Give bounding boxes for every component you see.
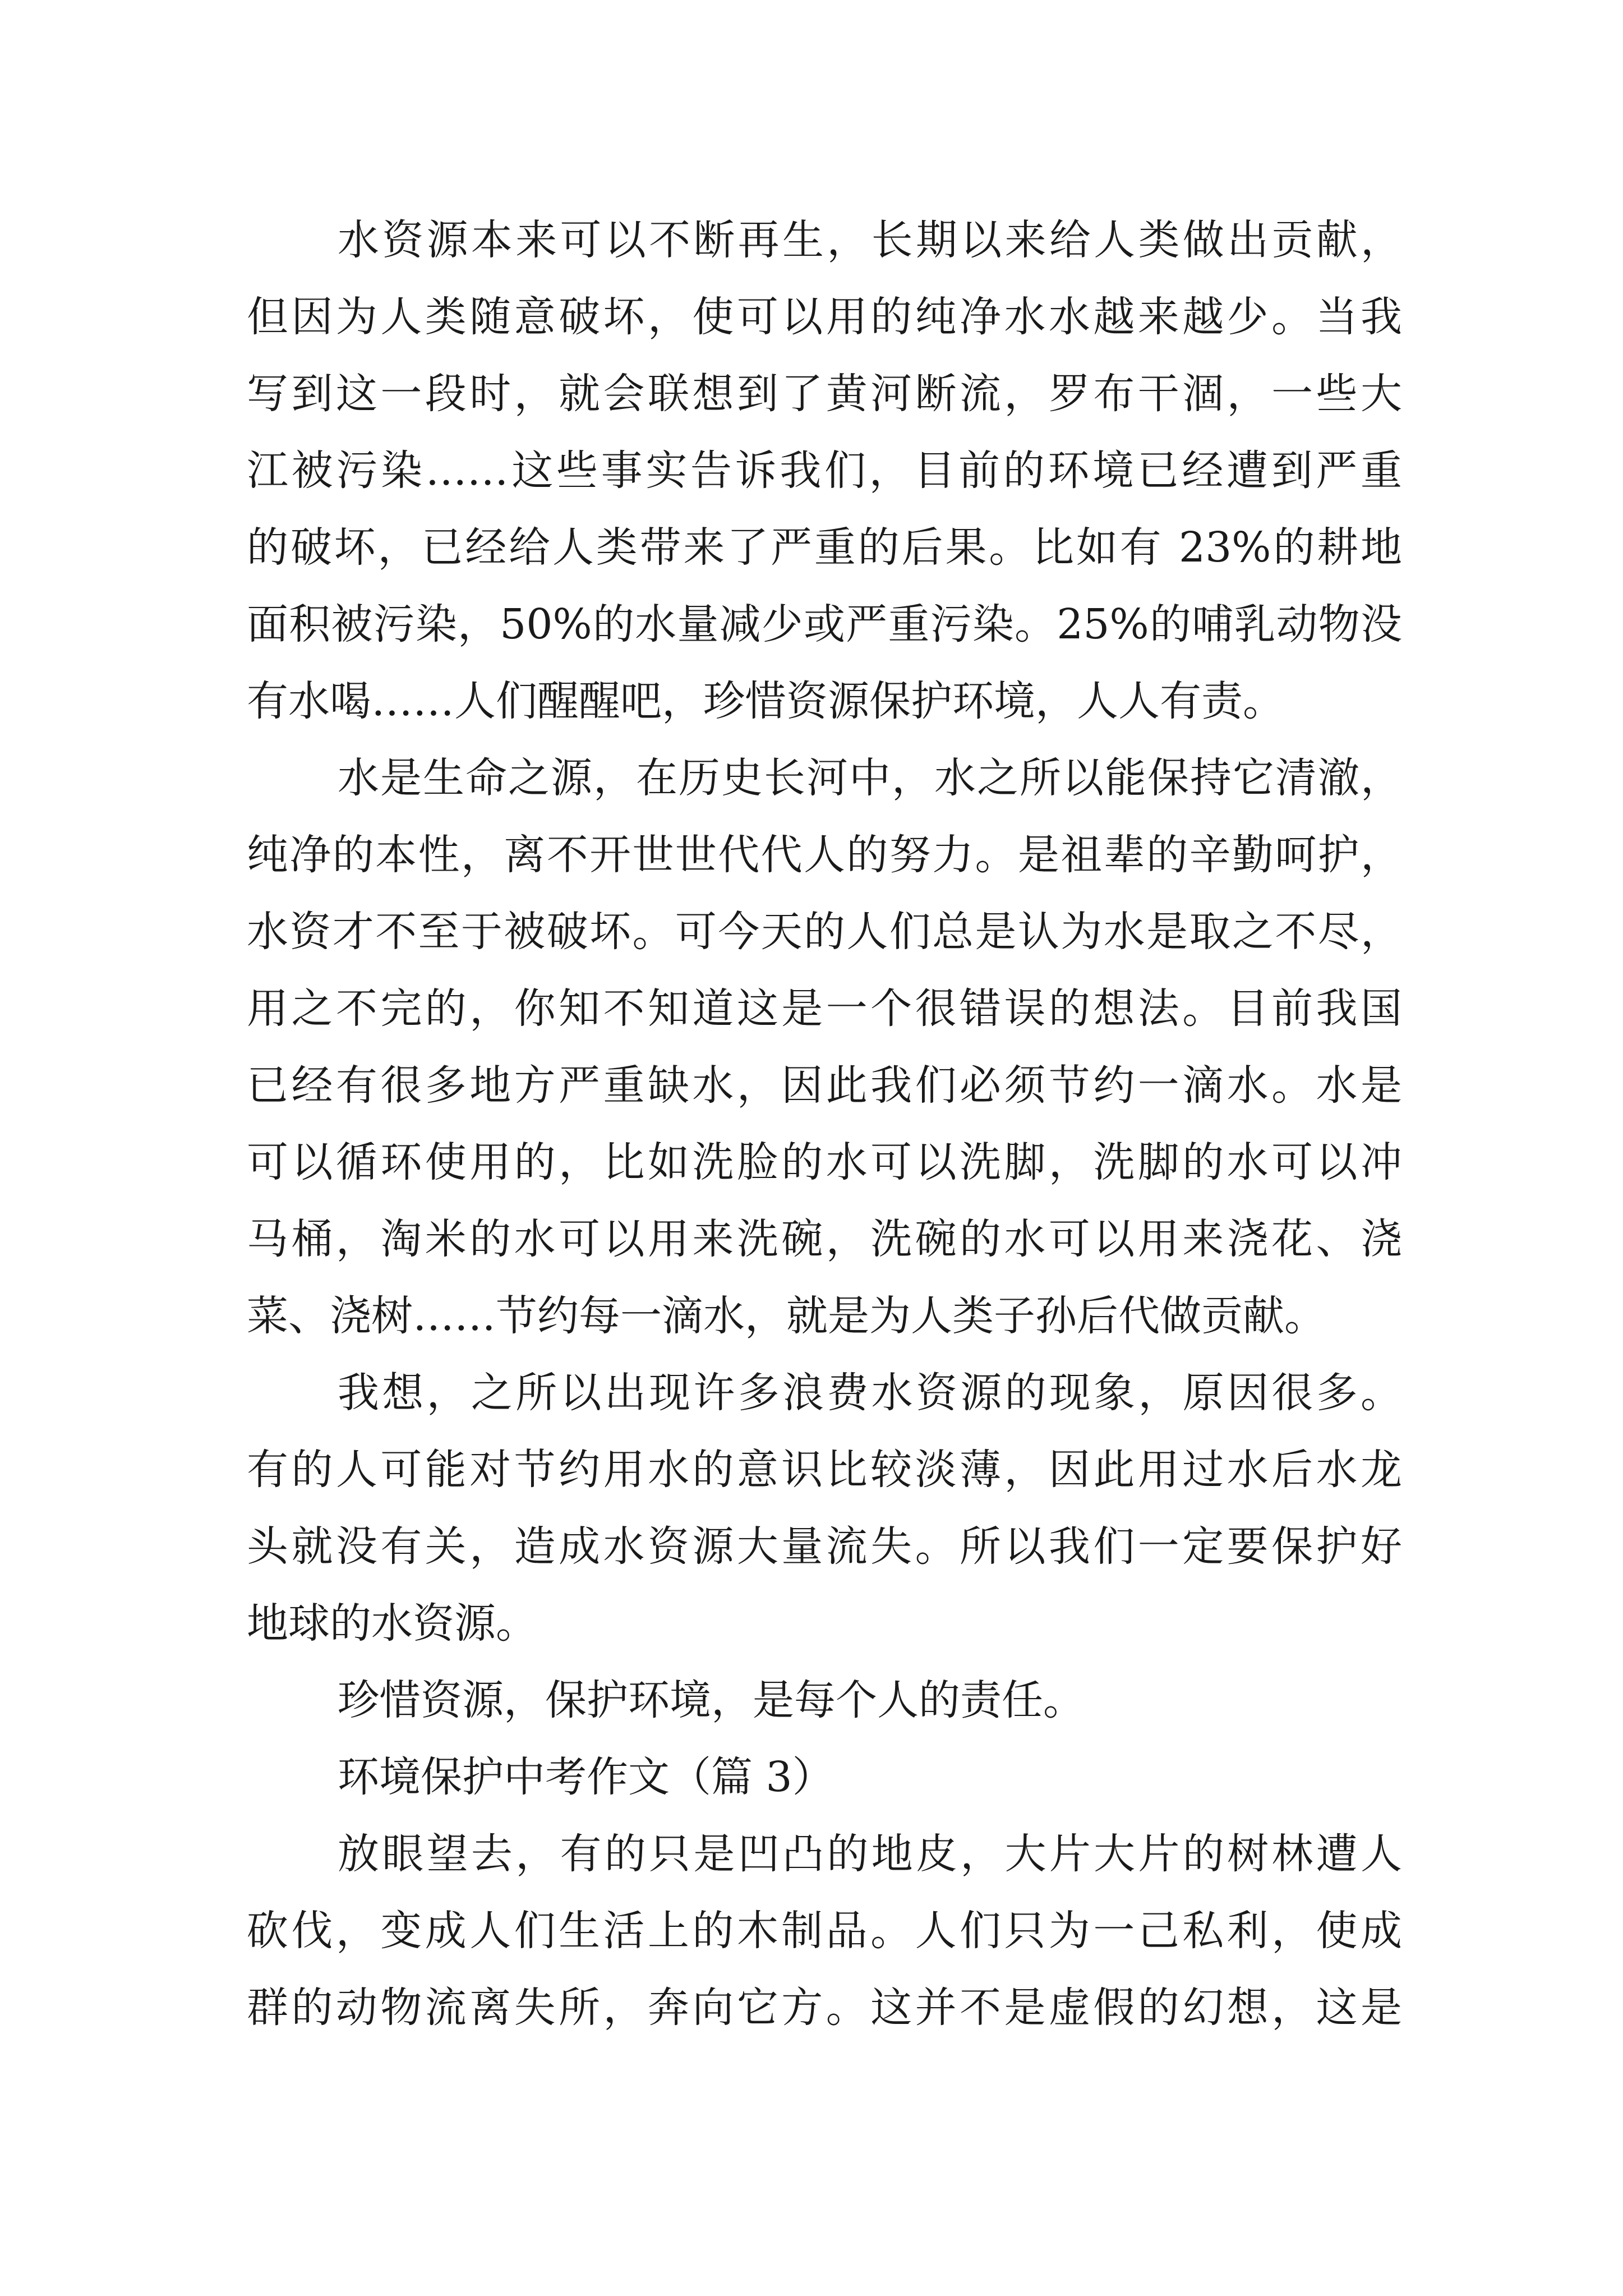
essay-text-block <box>247 202 1402 2046</box>
text-line: 珍惜资源，保护环境，是每个人的责任。 <box>338 1676 1085 1724</box>
text-line: 头就没有关，造成水资源大量流失。所以我们一定要保护好 <box>247 1522 1402 1571</box>
text-line: 的破坏，已经给人类带来了严重的后果。比如有 23%的耕地 <box>247 523 1402 572</box>
section-heading: 环境保护中考作文（篇 3） <box>338 1753 834 1801</box>
text-line: 地球的水资源。 <box>247 1599 537 1648</box>
text-line: 纯净的本性，离不开世世代代人的努力。是祖辈的辛勤呵护， <box>247 831 1402 879</box>
text-line: 面积被污染，50%的水量减少或严重污染。25%的哺乳动物没 <box>247 600 1402 648</box>
text-line: 有水喝……人们醒醒吧，珍惜资源保护环境，人人有责。 <box>247 677 1284 725</box>
text-line: 马桶，淘米的水可以用来洗碗，洗碗的水可以用来浇花、浇 <box>247 1215 1402 1263</box>
text-line: 群的动物流离失所，奔向它方。这并不是虚假的幻想，这是 <box>247 1984 1402 2032</box>
text-line: 我想，之所以出现许多浪费水资源的现象，原因很多。 <box>338 1369 1402 1417</box>
text-line: 江被污染……这些事实告诉我们，目前的环境已经遭到严重 <box>247 447 1402 495</box>
text-line: 水资才不至于被破坏。可今天的人们总是认为水是取之不尽， <box>247 908 1402 956</box>
text-line: 水是生命之源，在历史长河中，水之所以能保持它清澈， <box>338 754 1402 802</box>
text-line: 菜、浇树……节约每一滴水，就是为人类子孙后代做贡献。 <box>247 1292 1326 1340</box>
text-line: 但因为人类随意破坏，使可以用的纯净水水越来越少。当我 <box>247 293 1402 341</box>
text-line: 砍伐，变成人们生活上的木制品。人们只为一己私利，使成 <box>247 1907 1402 1955</box>
text-line: 可以循环使用的，比如洗脸的水可以洗脚，洗脚的水可以冲 <box>247 1138 1402 1186</box>
text-line: 用之不完的，你知不知道这是一个很错误的想法。目前我国 <box>247 984 1402 1033</box>
text-line: 写到这一段时，就会联想到了黄河断流，罗布干涸，一些大 <box>247 370 1402 418</box>
text-line: 水资源本来可以不断再生，长期以来给人类做出贡献， <box>338 216 1402 264</box>
text-line: 放眼望去，有的只是凹凸的地皮，大片大片的树林遭人 <box>338 1830 1402 1878</box>
text-line: 已经有很多地方严重缺水，因此我们必须节约一滴水。水是 <box>247 1061 1402 1110</box>
text-line: 有的人可能对节约用水的意识比较淡薄，因此用过水后水龙 <box>247 1446 1402 1494</box>
